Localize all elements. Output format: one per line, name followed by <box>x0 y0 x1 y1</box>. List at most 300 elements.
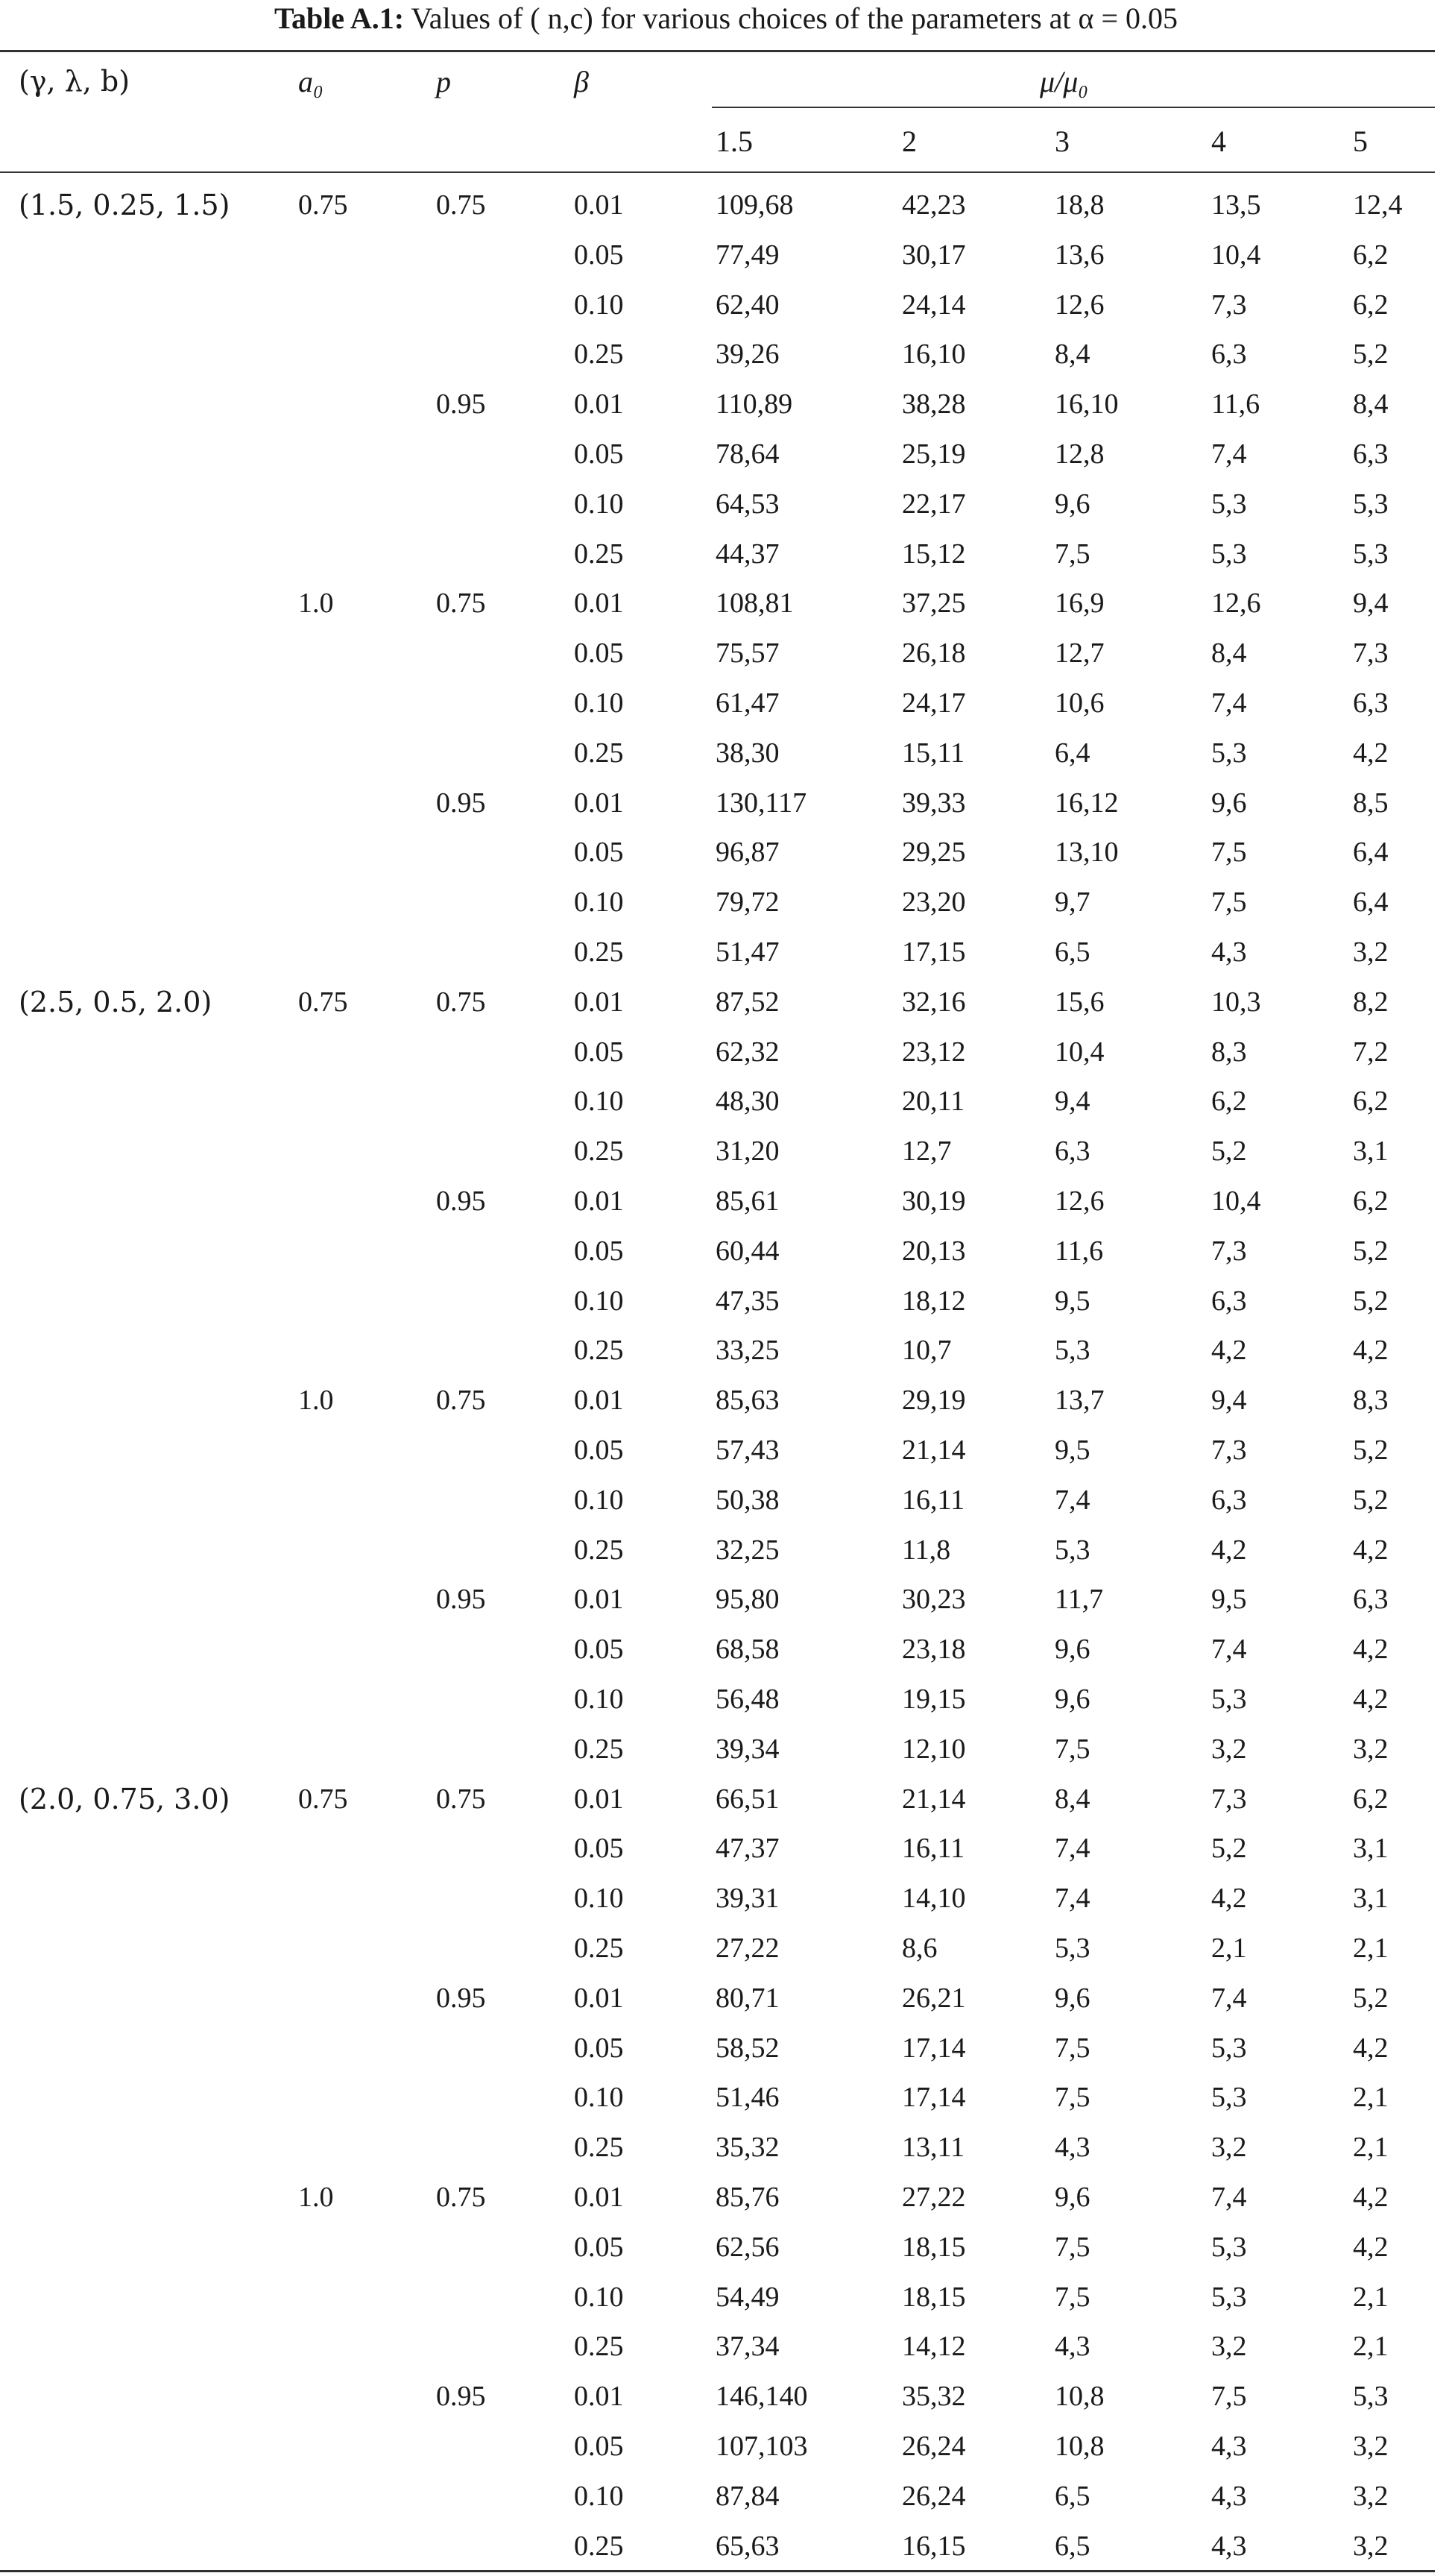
cell-value: 3,1 <box>1353 1136 1389 1167</box>
cell-value: 30,17 <box>902 239 966 271</box>
cell-value: 13,11 <box>902 2132 965 2163</box>
cell-value: 6,3 <box>1055 1136 1090 1167</box>
cell-value: 12,6 <box>1055 289 1105 321</box>
cell-value: 62,56 <box>716 2232 780 2263</box>
cell-value: 6,3 <box>1211 1285 1247 1317</box>
cell-value: 3,1 <box>1353 1883 1389 1914</box>
cell-beta: 0.10 <box>574 488 624 520</box>
cell-value: 7,4 <box>1211 1983 1247 2014</box>
cell-value: 4,2 <box>1211 1534 1247 1566</box>
cell-value: 9,4 <box>1353 588 1389 619</box>
cell-beta: 0.01 <box>574 1783 624 1815</box>
cell-value: 9,5 <box>1055 1285 1090 1317</box>
cell-value: 20,11 <box>902 1086 965 1117</box>
cell-value: 6,3 <box>1211 1484 1247 1516</box>
cell-beta: 0.10 <box>574 1883 624 1914</box>
cell-value: 8,5 <box>1353 787 1389 819</box>
cell-beta: 0.01 <box>574 986 624 1018</box>
cell-value: 85,61 <box>716 1185 780 1217</box>
cell-value: 7,5 <box>1211 837 1247 868</box>
cell-value: 10,8 <box>1055 2431 1105 2462</box>
cell-value: 4,2 <box>1353 2182 1389 2213</box>
cell-value: 18,12 <box>902 1285 966 1317</box>
cell-value: 5,3 <box>1353 538 1389 570</box>
cell-value: 5,2 <box>1353 1484 1389 1516</box>
cell-value: 5,2 <box>1353 1435 1389 1466</box>
cell-value: 2,1 <box>1353 2331 1389 2362</box>
cell-value: 30,23 <box>902 1584 966 1615</box>
header-mu-3: 3 <box>1055 125 1070 158</box>
cell-value: 130,117 <box>716 787 807 819</box>
cell-value: 13,10 <box>1055 837 1119 868</box>
cell-beta: 0.01 <box>574 1983 624 2014</box>
cell-value: 15,11 <box>902 737 965 769</box>
cell-value: 38,28 <box>902 388 966 420</box>
cell-value: 8,4 <box>1055 338 1090 370</box>
header-rule <box>0 171 1435 173</box>
cell-value: 14,10 <box>902 1883 966 1914</box>
cell-value: 37,34 <box>716 2331 780 2362</box>
cell-value: 6,2 <box>1353 1783 1389 1815</box>
cell-beta: 0.25 <box>574 538 624 570</box>
cell-value: 35,32 <box>902 2381 966 2412</box>
header-p: p <box>436 65 451 98</box>
cell-beta: 0.01 <box>574 588 624 619</box>
cell-p: 0.75 <box>436 2182 486 2213</box>
cell-value: 3,1 <box>1353 1833 1389 1864</box>
cell-value: 10,8 <box>1055 2381 1105 2412</box>
cell-value: 4,3 <box>1211 936 1247 968</box>
cell-value: 24,17 <box>902 687 966 719</box>
cell-value: 75,57 <box>716 637 780 669</box>
cell-value: 5,2 <box>1353 1983 1389 2014</box>
cell-value: 29,25 <box>902 837 966 868</box>
cell-params: (2.0, 0.75, 3.0) <box>19 1783 230 1816</box>
cell-value: 10,4 <box>1211 239 1261 271</box>
cell-value: 2,1 <box>1211 1933 1247 1964</box>
cell-value: 20,13 <box>902 1235 966 1267</box>
cell-beta: 0.05 <box>574 239 624 271</box>
cell-value: 3,2 <box>1353 2481 1389 2512</box>
header-mu-2: 2 <box>902 125 917 158</box>
cell-value: 9,6 <box>1055 1983 1090 2014</box>
cell-value: 14,12 <box>902 2331 966 2362</box>
cell-value: 26,21 <box>902 1983 966 2014</box>
cell-value: 7,3 <box>1211 1783 1247 1815</box>
cell-p: 0.75 <box>436 1783 486 1815</box>
cell-value: 26,24 <box>902 2431 966 2462</box>
cell-beta: 0.25 <box>574 1534 624 1566</box>
cell-value: 10,6 <box>1055 687 1105 719</box>
cell-beta: 0.01 <box>574 787 624 819</box>
cell-value: 7,4 <box>1055 1833 1090 1864</box>
cell-value: 66,51 <box>716 1783 780 1815</box>
cell-beta: 0.01 <box>574 2381 624 2412</box>
cell-value: 85,76 <box>716 2182 780 2213</box>
cell-p: 0.75 <box>436 588 486 619</box>
cell-value: 4,3 <box>1211 2531 1247 2562</box>
cell-a0: 1.0 <box>298 2182 334 2213</box>
cell-value: 9,4 <box>1055 1086 1090 1117</box>
cell-value: 11,6 <box>1211 388 1260 420</box>
cell-value: 10,4 <box>1211 1185 1261 1217</box>
cell-p: 0.75 <box>436 1385 486 1416</box>
cell-value: 6,4 <box>1055 737 1090 769</box>
cell-value: 5,2 <box>1353 338 1389 370</box>
cell-value: 26,18 <box>902 637 966 669</box>
cell-value: 8,6 <box>902 1933 938 1964</box>
cell-value: 16,12 <box>1055 787 1119 819</box>
caption-text: Values of ( n,c) for various choices of the parameters at α = 0.05 <box>411 1 1178 35</box>
cell-value: 7,5 <box>1055 2032 1090 2064</box>
cell-value: 7,5 <box>1055 2281 1090 2313</box>
cell-p: 0.75 <box>436 986 486 1018</box>
cell-value: 5,2 <box>1211 1833 1247 1864</box>
cell-value: 11,8 <box>902 1534 951 1566</box>
cell-value: 30,19 <box>902 1185 966 1217</box>
cell-value: 2,1 <box>1353 2082 1389 2113</box>
top-rule <box>0 50 1435 52</box>
cell-beta: 0.25 <box>574 2132 624 2163</box>
cell-value: 80,71 <box>716 1983 780 2014</box>
cell-value: 13,7 <box>1055 1385 1105 1416</box>
cell-value: 3,2 <box>1353 2431 1389 2462</box>
cell-value: 37,25 <box>902 588 966 619</box>
cell-value: 5,3 <box>1211 1684 1247 1715</box>
cell-value: 9,6 <box>1211 787 1247 819</box>
caption-label: Table A.1: <box>274 1 405 35</box>
cell-beta: 0.10 <box>574 1285 624 1317</box>
cell-value: 3,2 <box>1353 1733 1389 1765</box>
cell-beta: 0.25 <box>574 2331 624 2362</box>
cell-value: 7,4 <box>1055 1484 1090 1516</box>
cell-value: 6,2 <box>1353 289 1389 321</box>
cell-beta: 0.25 <box>574 1933 624 1964</box>
cell-value: 12,8 <box>1055 438 1105 470</box>
cell-value: 3,2 <box>1211 2132 1247 2163</box>
cell-beta: 0.05 <box>574 2032 624 2064</box>
cell-beta: 0.05 <box>574 2431 624 2462</box>
cell-beta: 0.10 <box>574 2481 624 2512</box>
cell-value: 5,3 <box>1211 538 1247 570</box>
cell-value: 39,33 <box>902 787 966 819</box>
cell-value: 26,24 <box>902 2481 966 2512</box>
cell-value: 5,3 <box>1211 488 1247 520</box>
cell-value: 9,6 <box>1055 1634 1090 1665</box>
cell-beta: 0.25 <box>574 2531 624 2562</box>
cell-value: 4,2 <box>1353 1335 1389 1366</box>
cell-value: 5,2 <box>1353 1285 1389 1317</box>
cell-value: 27,22 <box>716 1933 780 1964</box>
cell-value: 16,11 <box>902 1833 965 1864</box>
cell-p: 0.95 <box>436 1983 486 2014</box>
cell-p: 0.75 <box>436 189 486 221</box>
cell-value: 107,103 <box>716 2431 808 2462</box>
cell-value: 6,4 <box>1353 887 1389 918</box>
cell-beta: 0.05 <box>574 1235 624 1267</box>
cell-value: 56,48 <box>716 1684 780 1715</box>
cell-value: 4,2 <box>1211 1335 1247 1366</box>
cell-beta: 0.25 <box>574 338 624 370</box>
cell-value: 109,68 <box>716 189 794 221</box>
cell-value: 11,7 <box>1055 1584 1104 1615</box>
mu-group-rule <box>712 107 1435 108</box>
cell-value: 5,3 <box>1211 2032 1247 2064</box>
cell-value: 54,49 <box>716 2281 780 2313</box>
cell-value: 38,30 <box>716 737 780 769</box>
cell-value: 4,3 <box>1211 2481 1247 2512</box>
cell-value: 23,20 <box>902 887 966 918</box>
cell-value: 18,15 <box>902 2232 966 2263</box>
cell-value: 8,3 <box>1211 1036 1247 1068</box>
bottom-rule <box>0 2570 1435 2572</box>
cell-value: 4,3 <box>1055 2132 1090 2163</box>
cell-value: 5,3 <box>1211 2082 1247 2113</box>
cell-value: 9,5 <box>1211 1584 1247 1615</box>
cell-value: 29,19 <box>902 1385 966 1416</box>
cell-value: 6,5 <box>1055 936 1090 968</box>
cell-value: 6,4 <box>1353 837 1389 868</box>
cell-value: 6,3 <box>1353 1584 1389 1615</box>
cell-value: 18,8 <box>1055 189 1105 221</box>
cell-beta: 0.05 <box>574 637 624 669</box>
cell-p: 0.95 <box>436 787 486 819</box>
cell-value: 47,35 <box>716 1285 780 1317</box>
header-mu-group: μ/μ₀ <box>1040 65 1089 98</box>
cell-value: 6,3 <box>1353 687 1389 719</box>
cell-beta: 0.10 <box>574 289 624 321</box>
cell-value: 2,1 <box>1353 2281 1389 2313</box>
cell-beta: 0.10 <box>574 1484 624 1516</box>
cell-beta: 0.25 <box>574 1136 624 1167</box>
cell-value: 21,14 <box>902 1783 966 1815</box>
cell-value: 9,5 <box>1055 1435 1090 1466</box>
cell-value: 60,44 <box>716 1235 780 1267</box>
cell-beta: 0.25 <box>574 1733 624 1765</box>
cell-beta: 0.05 <box>574 2232 624 2263</box>
cell-value: 7,3 <box>1211 289 1247 321</box>
cell-value: 6,2 <box>1353 239 1389 271</box>
cell-value: 11,6 <box>1055 1235 1104 1267</box>
cell-value: 6,3 <box>1211 338 1247 370</box>
cell-value: 12,7 <box>1055 637 1105 669</box>
cell-value: 5,2 <box>1211 1136 1247 1167</box>
cell-beta: 0.05 <box>574 1833 624 1864</box>
cell-value: 5,3 <box>1353 2381 1389 2412</box>
cell-value: 12,10 <box>902 1733 966 1765</box>
cell-beta: 0.05 <box>574 1435 624 1466</box>
cell-value: 16,9 <box>1055 588 1105 619</box>
cell-value: 33,25 <box>716 1335 780 1366</box>
table-caption <box>0 0 1452 37</box>
header-params: (γ, λ, b) <box>19 65 130 98</box>
cell-a0: 0.75 <box>298 1783 348 1815</box>
cell-value: 13,5 <box>1211 189 1261 221</box>
cell-value: 146,140 <box>716 2381 808 2412</box>
cell-value: 7,3 <box>1211 1235 1247 1267</box>
cell-value: 2,1 <box>1353 1933 1389 1964</box>
cell-value: 8,2 <box>1353 986 1389 1018</box>
header-a0: a₀ <box>298 65 323 98</box>
cell-value: 31,20 <box>716 1136 780 1167</box>
cell-beta: 0.25 <box>574 737 624 769</box>
cell-value: 79,72 <box>716 887 780 918</box>
cell-value: 7,3 <box>1211 1435 1247 1466</box>
cell-value: 5,3 <box>1211 2232 1247 2263</box>
cell-p: 0.95 <box>436 2381 486 2412</box>
cell-value: 4,2 <box>1353 2032 1389 2064</box>
cell-value: 6,3 <box>1353 438 1389 470</box>
cell-value: 6,5 <box>1055 2481 1090 2512</box>
header-mu-1-5: 1.5 <box>716 125 753 158</box>
cell-value: 6,2 <box>1353 1086 1389 1117</box>
cell-value: 12,4 <box>1353 189 1403 221</box>
cell-beta: 0.10 <box>574 1684 624 1715</box>
cell-value: 44,37 <box>716 538 780 570</box>
cell-beta: 0.25 <box>574 936 624 968</box>
cell-value: 19,15 <box>902 1684 966 1715</box>
cell-value: 17,15 <box>902 936 966 968</box>
cell-value: 12,6 <box>1211 588 1261 619</box>
cell-value: 16,10 <box>1055 388 1119 420</box>
cell-value: 8,4 <box>1211 637 1247 669</box>
cell-value: 51,46 <box>716 2082 780 2113</box>
cell-value: 78,64 <box>716 438 780 470</box>
cell-value: 18,15 <box>902 2281 966 2313</box>
cell-value: 7,4 <box>1211 687 1247 719</box>
cell-value: 25,19 <box>902 438 966 470</box>
cell-value: 7,3 <box>1353 637 1389 669</box>
cell-value: 7,4 <box>1055 1883 1090 1914</box>
cell-value: 3,2 <box>1353 2531 1389 2562</box>
cell-params: (1.5, 0.25, 1.5) <box>19 189 230 221</box>
cell-p: 0.95 <box>436 1584 486 1615</box>
cell-beta: 0.10 <box>574 687 624 719</box>
cell-value: 4,2 <box>1353 2232 1389 2263</box>
cell-beta: 0.10 <box>574 887 624 918</box>
cell-value: 10,7 <box>902 1335 952 1366</box>
cell-value: 7,2 <box>1353 1036 1389 1068</box>
cell-value: 24,14 <box>902 289 966 321</box>
cell-value: 23,18 <box>902 1634 966 1665</box>
cell-value: 48,30 <box>716 1086 780 1117</box>
cell-value: 15,6 <box>1055 986 1105 1018</box>
cell-beta: 0.10 <box>574 1086 624 1117</box>
cell-beta: 0.01 <box>574 2182 624 2213</box>
cell-value: 6,2 <box>1353 1185 1389 1217</box>
cell-value: 9,6 <box>1055 1684 1090 1715</box>
cell-value: 8,3 <box>1353 1385 1389 1416</box>
cell-beta: 0.05 <box>574 438 624 470</box>
cell-value: 22,17 <box>902 488 966 520</box>
cell-value: 4,3 <box>1211 2431 1247 2462</box>
cell-value: 6,5 <box>1055 2531 1090 2562</box>
cell-a0: 0.75 <box>298 189 348 221</box>
cell-beta: 0.01 <box>574 1185 624 1217</box>
cell-value: 47,37 <box>716 1833 780 1864</box>
cell-value: 96,87 <box>716 837 780 868</box>
cell-params: (2.5, 0.5, 2.0) <box>19 986 212 1018</box>
cell-value: 32,25 <box>716 1534 780 1566</box>
cell-value: 4,2 <box>1353 1634 1389 1665</box>
cell-value: 12,7 <box>902 1136 952 1167</box>
cell-value: 4,3 <box>1055 2331 1090 2362</box>
cell-value: 8,4 <box>1353 388 1389 420</box>
cell-value: 4,2 <box>1353 737 1389 769</box>
cell-value: 4,2 <box>1211 1883 1247 1914</box>
cell-value: 5,3 <box>1055 1335 1090 1366</box>
cell-value: 5,3 <box>1055 1933 1090 1964</box>
cell-value: 62,40 <box>716 289 780 321</box>
cell-value: 95,80 <box>716 1584 780 1615</box>
cell-p: 0.95 <box>436 1185 486 1217</box>
cell-beta: 0.01 <box>574 388 624 420</box>
cell-value: 12,6 <box>1055 1185 1105 1217</box>
cell-beta: 0.25 <box>574 1335 624 1366</box>
cell-value: 7,5 <box>1055 538 1090 570</box>
cell-value: 51,47 <box>716 936 780 968</box>
cell-value: 5,3 <box>1055 1534 1090 1566</box>
cell-value: 3,2 <box>1211 2331 1247 2362</box>
cell-value: 15,12 <box>902 538 966 570</box>
cell-value: 27,22 <box>902 2182 966 2213</box>
header-beta: β <box>574 65 589 98</box>
cell-beta: 0.05 <box>574 837 624 868</box>
cell-value: 2,1 <box>1353 2132 1389 2163</box>
cell-value: 68,58 <box>716 1634 780 1665</box>
cell-value: 7,4 <box>1211 2182 1247 2213</box>
cell-value: 6,2 <box>1211 1086 1247 1117</box>
cell-value: 10,3 <box>1211 986 1261 1018</box>
cell-value: 7,5 <box>1055 2082 1090 2113</box>
cell-value: 7,5 <box>1211 2381 1247 2412</box>
cell-beta: 0.10 <box>574 2281 624 2313</box>
cell-value: 110,89 <box>716 388 793 420</box>
cell-beta: 0.01 <box>574 189 624 221</box>
cell-value: 8,4 <box>1055 1783 1090 1815</box>
cell-value: 7,4 <box>1211 438 1247 470</box>
cell-value: 16,15 <box>902 2531 966 2562</box>
cell-value: 5,3 <box>1353 488 1389 520</box>
cell-value: 87,84 <box>716 2481 780 2512</box>
cell-value: 64,53 <box>716 488 780 520</box>
cell-value: 16,11 <box>902 1484 965 1516</box>
cell-value: 9,4 <box>1211 1385 1247 1416</box>
cell-value: 17,14 <box>902 2032 966 2064</box>
cell-value: 39,31 <box>716 1883 780 1914</box>
cell-value: 32,16 <box>902 986 966 1018</box>
cell-value: 17,14 <box>902 2082 966 2113</box>
cell-value: 4,2 <box>1353 1534 1389 1566</box>
cell-value: 42,23 <box>902 189 966 221</box>
cell-value: 4,2 <box>1353 1684 1389 1715</box>
cell-value: 7,5 <box>1055 1733 1090 1765</box>
cell-value: 39,26 <box>716 338 780 370</box>
cell-value: 7,4 <box>1211 1634 1247 1665</box>
cell-a0: 0.75 <box>298 986 348 1018</box>
cell-value: 62,32 <box>716 1036 780 1068</box>
cell-value: 50,38 <box>716 1484 780 1516</box>
header-mu-5: 5 <box>1353 125 1368 158</box>
cell-value: 5,3 <box>1211 737 1247 769</box>
cell-value: 7,5 <box>1211 887 1247 918</box>
cell-value: 7,5 <box>1055 2232 1090 2263</box>
cell-value: 3,2 <box>1353 936 1389 968</box>
cell-value: 58,52 <box>716 2032 780 2064</box>
cell-value: 9,6 <box>1055 2182 1090 2213</box>
cell-value: 9,7 <box>1055 887 1090 918</box>
cell-value: 57,43 <box>716 1435 780 1466</box>
